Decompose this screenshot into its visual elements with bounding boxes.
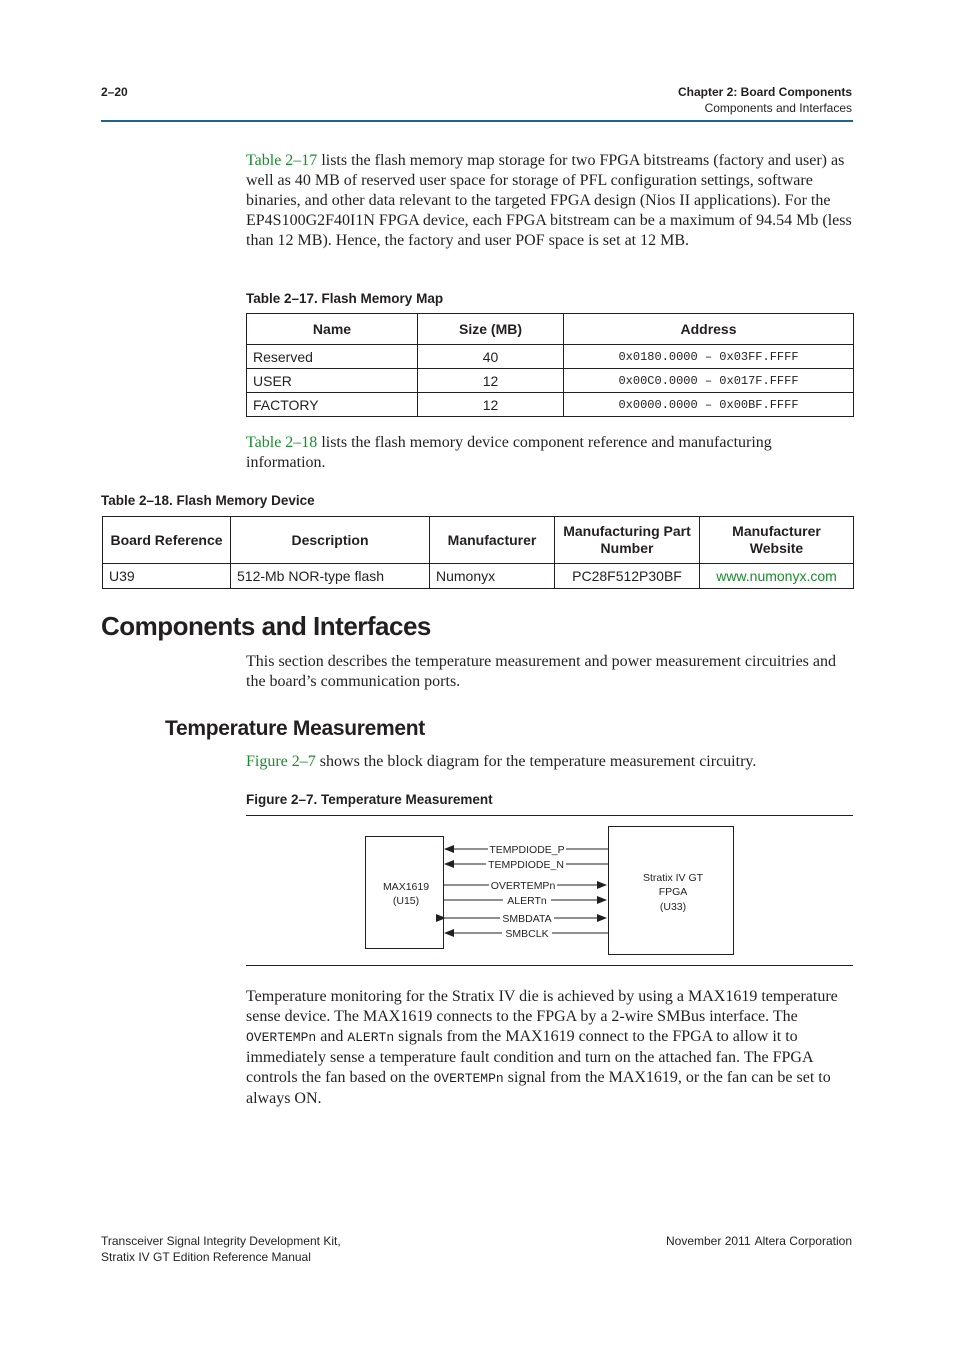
col-header-board-ref: Board Reference <box>103 517 231 564</box>
section-header: Components and Interfaces <box>704 101 852 115</box>
subsection-title: Temperature Measurement <box>165 717 425 740</box>
table-2-17-link[interactable]: Table 2–17 <box>246 152 318 169</box>
fpga-label-2: FPGA <box>658 886 688 898</box>
table-row: USER 12 0x00C0.0000 – 0x017F.FFFF <box>247 369 854 393</box>
col-header-part-number: Manufacturing Part Number <box>555 517 700 564</box>
footer-title-line-2: Stratix IV GT Edition Reference Manual <box>101 1250 311 1264</box>
signal-label-tempdiode-p: TEMPDIODE_P <box>489 844 565 856</box>
closing-paragraph: Temperature monitoring for the Stratix IV die is achieved by using a MAX1619 temperature sense device. The MAX1619 connects to the FPGA by a 2-wire SMBus interface. The OVERTEMPn and ALERTn signals from the MAX1619 connect to the FPGA to allow it to immediately sense a temperature fault condition and turn on the attached fan. The FPGA controls the fan based on the OVERTEMPn signal from the MAX1619, or the fan can be set to always ON. <box>246 988 838 1107</box>
figure-ref-paragraph: Figure 2–7 shows the block diagram for the temperature measurement circuitry. <box>246 753 757 770</box>
figure-2-7-link[interactable]: Figure 2–7 <box>246 753 316 770</box>
section-title: Components and Interfaces <box>101 611 431 641</box>
signal-label-alertn: ALERTn <box>507 895 547 907</box>
table-row: Reserved 40 0x0180.0000 – 0x03FF.FFFF <box>247 345 854 369</box>
table-2-18-link[interactable]: Table 2–18 <box>246 434 318 451</box>
col-header-name: Name <box>247 314 418 345</box>
fpga-label-1: Stratix IV GT <box>642 872 704 884</box>
col-header-size: Size (MB) <box>418 314 564 345</box>
col-header-address: Address <box>564 314 854 345</box>
section-intro: This section describes the temperature measurement and power measurement circuitries and the board’s communication ports. <box>246 653 836 690</box>
figure-caption: Figure 2–7. Temperature Measurement <box>246 792 493 807</box>
table-2-18-caption: Table 2–18. Flash Memory Device <box>101 493 315 508</box>
signal-label-smbdata: SMBDATA <box>502 913 552 925</box>
max1619-label: MAX1619 <box>382 881 430 893</box>
col-header-manufacturer: Manufacturer <box>430 517 555 564</box>
table-2-17-caption: Table 2–17. Flash Memory Map <box>246 291 444 306</box>
signal-label-overtempn: OVERTEMPn <box>490 880 556 892</box>
table-row: FACTORY 12 0x0000.0000 – 0x00BF.FFFF <box>247 393 854 417</box>
signal-label-smbclk: SMBCLK <box>505 928 549 940</box>
signal-label-tempdiode-n: TEMPDIODE_N <box>488 859 564 871</box>
footer-date: November 2011 <box>666 1234 751 1248</box>
table-2-18-paragraph: Table 2–18 lists the flash memory device component reference and manufacturing information. <box>246 434 772 471</box>
col-header-description: Description <box>231 517 430 564</box>
footer-company: Altera Corporation <box>754 1234 852 1248</box>
fpga-ref: (U33) <box>659 901 687 913</box>
intro-paragraph: Table 2–17 lists the flash memory map storage for two FPGA bitstreams (factory and user) as well as 40 MB of reserved user space for storage of PFL configuration settings, software binaries, and other data relevant to the targeted FPGA design (Nios II applications). For the EP4S100G2F40I1N FPGA device, each FPGA bitstream can be a maximum of 94.54 Mb (less than 12 MB). Hence, the factory and user POF space is set at 12 MB. <box>246 152 852 249</box>
table-row: U39 512-Mb NOR-type flash Numonyx PC28F512P30BF www.numonyx.com <box>103 564 854 589</box>
footer-title-line-1: Transceiver Signal Integrity Development Kit, <box>101 1234 341 1248</box>
max1619-ref: (U15) <box>392 895 420 907</box>
numonyx-website-link[interactable]: www.numonyx.com <box>700 564 854 589</box>
page-number: 2–20 <box>101 85 128 99</box>
col-header-website: Manufacturer Website <box>700 517 854 564</box>
chapter-title: Chapter 2: Board Components <box>677 85 852 99</box>
